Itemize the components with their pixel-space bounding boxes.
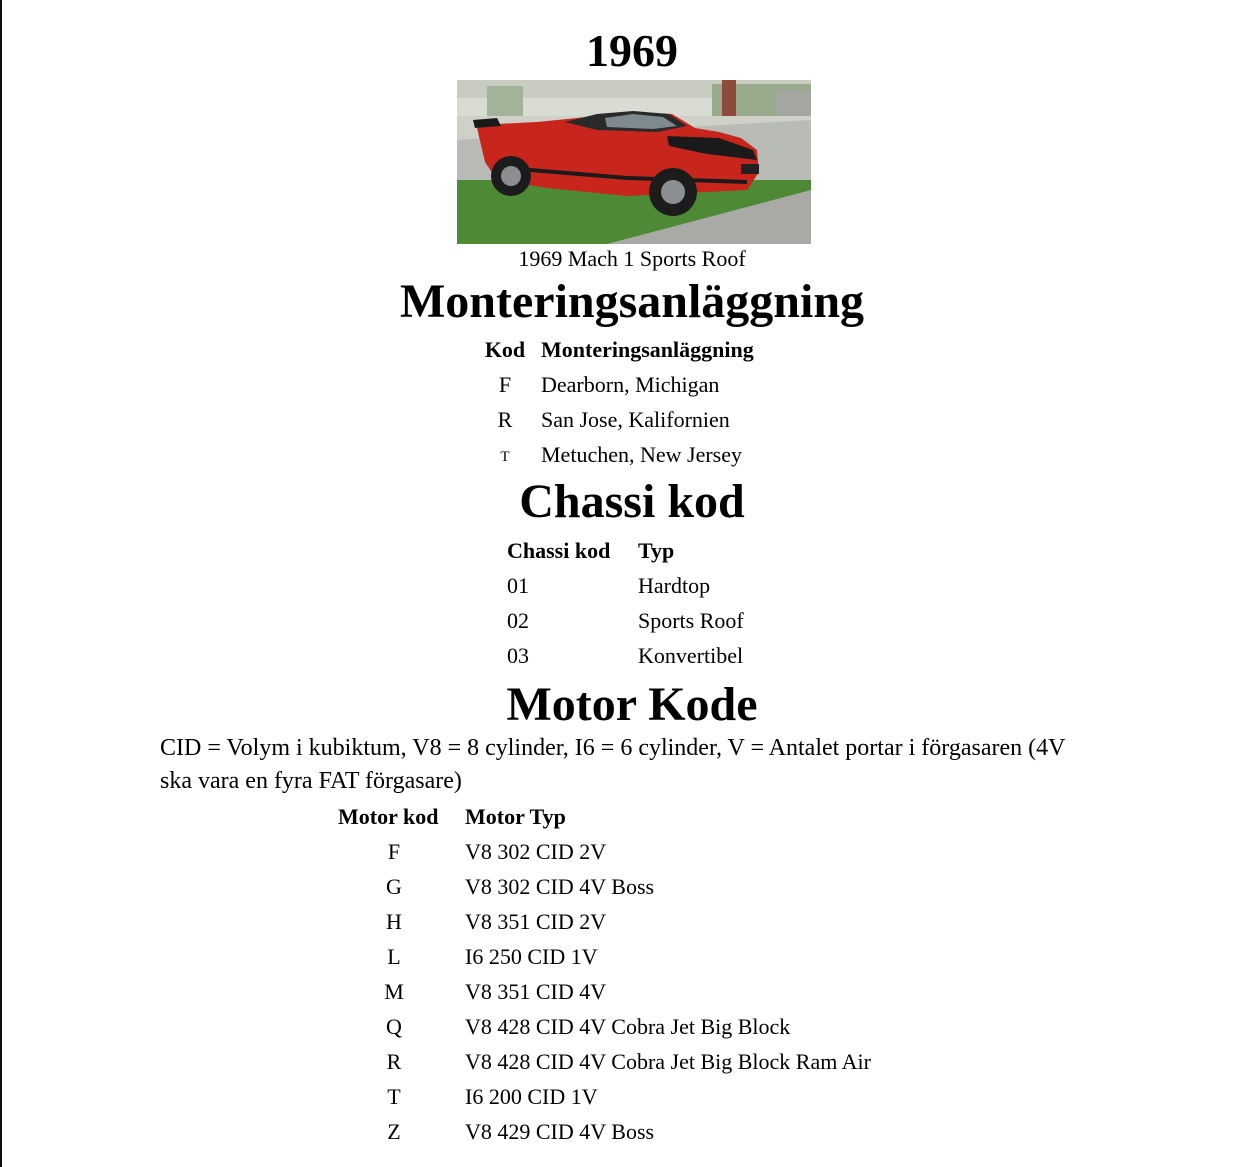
chassis-row-type: Sports Roof	[638, 608, 744, 633]
assembly-row-code: F	[498, 372, 512, 397]
chassis-header-type: Typ	[638, 538, 675, 563]
engine-row-code: Z	[387, 1119, 401, 1144]
engine-row-code: Q	[386, 1014, 402, 1039]
engine-row-code: H	[386, 909, 402, 934]
photo-caption: 1969 Mach 1 Sports Roof	[518, 246, 746, 271]
assembly-row-code: R	[497, 407, 513, 432]
engine-header-type: Motor Typ	[465, 804, 566, 829]
chassis-header-code: Chassi kod	[507, 538, 611, 563]
chassis-heading: Chassi kod	[519, 475, 745, 528]
assembly-row-code: T	[500, 449, 510, 465]
assembly-heading: Monteringsanläggning	[399, 275, 865, 328]
engine-row-type: I6 250 CID 1V	[465, 944, 598, 969]
chassis-row-type: Hardtop	[638, 573, 711, 598]
assembly-row-plant: San Jose, Kalifornien	[541, 407, 730, 432]
car-photo	[457, 80, 811, 244]
engine-legend-note: CID = Volym i kubiktum, V8 = 8 cylinder, I6 = 6 cylinder, V = Antalet portar i förgasaren (4V ska vara en fyra FAT förgasare)	[160, 735, 1066, 794]
engine-row-type: V8 428 CID 4V Cobra Jet Big Block	[465, 1014, 791, 1039]
chassis-row-type: Konvertibel	[638, 643, 744, 668]
chassis-row-code: 01	[507, 573, 529, 598]
page-left-border	[0, 0, 2, 1167]
engine-row-code: R	[386, 1049, 402, 1074]
assembly-header-code: Kod	[484, 337, 526, 362]
engine-row-code: G	[386, 874, 402, 899]
engine-header-code: Motor kod	[338, 804, 439, 829]
assembly-header-plant: Monteringsanläggning	[541, 337, 754, 362]
engine-row-type: V8 302 CID 2V	[465, 839, 607, 864]
engine-row-type: V8 302 CID 4V Boss	[465, 874, 655, 899]
page-title-year: 1969	[586, 25, 678, 76]
engine-row-code: F	[387, 839, 401, 864]
chassis-row-code: 03	[507, 643, 529, 668]
engine-row-code: T	[387, 1084, 401, 1109]
engine-row-code: M	[384, 979, 404, 1004]
chassis-row-code: 02	[507, 608, 529, 633]
engine-row-type: V8 428 CID 4V Cobra Jet Big Block Ram Air	[465, 1049, 871, 1074]
engine-heading: Motor Kode	[506, 678, 758, 731]
engine-row-code: L	[387, 944, 401, 969]
engine-row-type: I6 200 CID 1V	[465, 1084, 598, 1109]
assembly-row-plant: Metuchen, New Jersey	[541, 442, 742, 467]
engine-row-type: V8 351 CID 2V	[465, 909, 607, 934]
assembly-row-plant: Dearborn, Michigan	[541, 372, 720, 397]
engine-row-type: V8 429 CID 4V Boss	[465, 1119, 655, 1144]
engine-row-type: V8 351 CID 4V	[465, 979, 607, 1004]
